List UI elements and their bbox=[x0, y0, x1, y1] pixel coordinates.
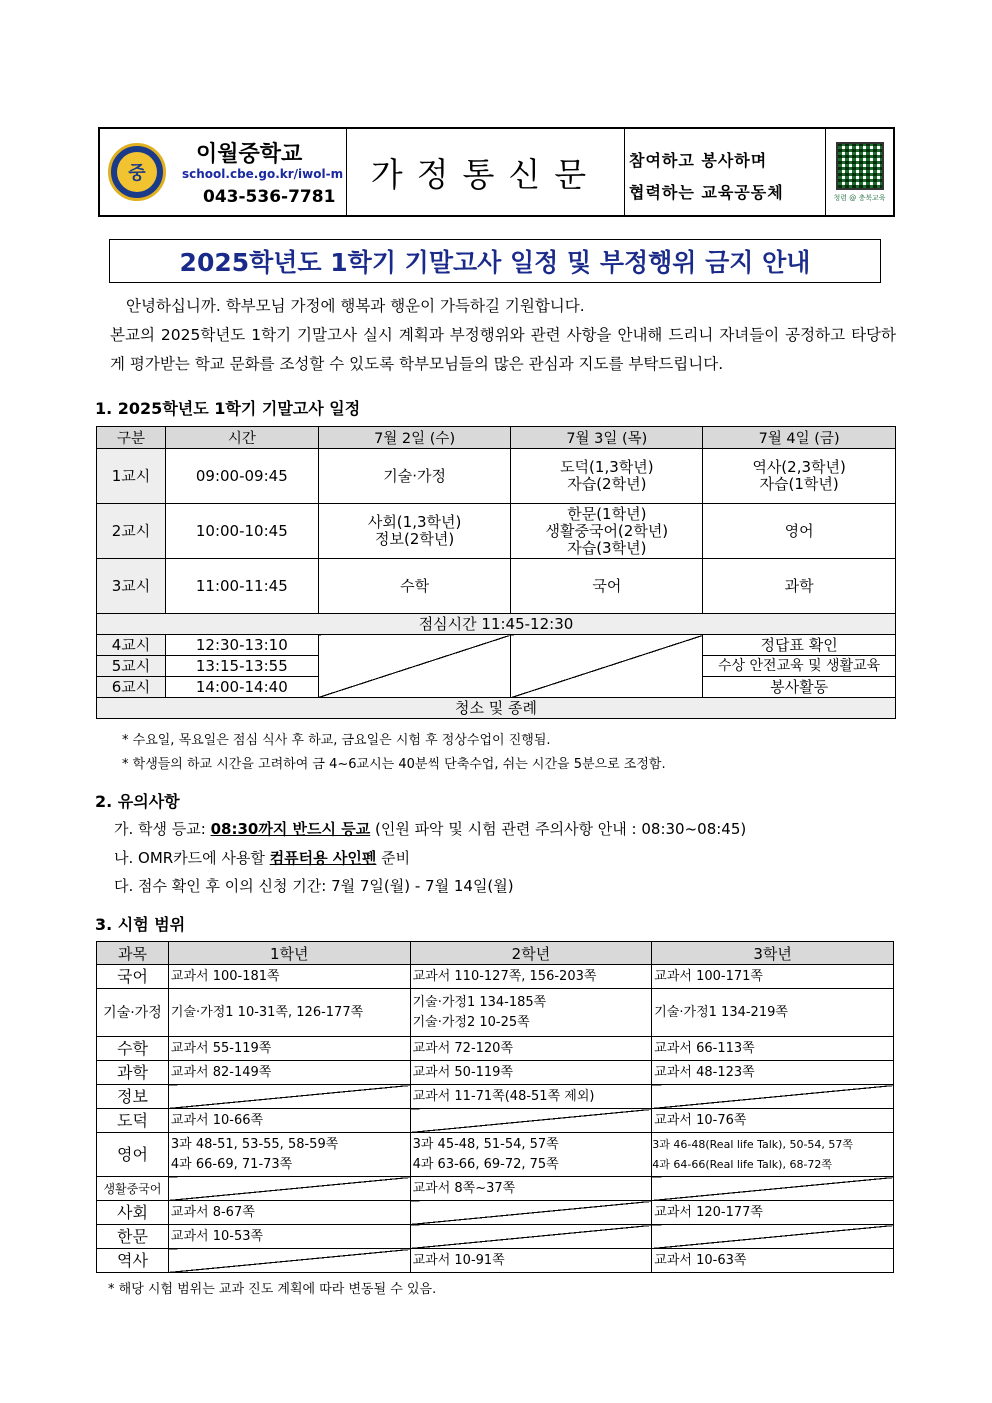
range-row bbox=[97, 1061, 894, 1085]
exam-cell: 국어 bbox=[511, 559, 703, 614]
range-cell bbox=[652, 1133, 894, 1177]
exam-line: 생활중국어(2학년) bbox=[545, 521, 669, 540]
empty-diagonal-cell bbox=[410, 1109, 652, 1133]
range-cell: 교과서 8-67쪽 bbox=[168, 1201, 410, 1225]
time-cell: 14:00-14:40 bbox=[165, 677, 318, 698]
empty-diagonal-cell bbox=[652, 1225, 894, 1249]
col-header: 시간 bbox=[165, 427, 318, 449]
qr-code-icon[interactable] bbox=[836, 142, 884, 190]
lunch-cell: 점심시간 11:45-12:30 bbox=[97, 614, 896, 635]
schedule-header-row bbox=[97, 427, 896, 449]
range-line: 3과 45-48, 51-54, 57쪽 bbox=[412, 1136, 559, 1152]
subject-cell: 정보 bbox=[97, 1085, 169, 1109]
notice-emphasis: 08:30까지 반드시 등교 bbox=[210, 820, 371, 838]
closing-row bbox=[97, 698, 896, 719]
subject-cell: 과학 bbox=[97, 1061, 169, 1085]
notice-item-2 bbox=[114, 847, 410, 868]
subject-cell: 기술·가정 bbox=[97, 989, 169, 1037]
closing-cell: 청소 및 종례 bbox=[97, 698, 896, 719]
notice-item-3: 다. 점수 확인 후 이의 신청 기간: 7월 7일(월) - 7월 14일(월) bbox=[114, 877, 514, 895]
range-line: 3과 48-51, 53-55, 58-59쪽 bbox=[170, 1136, 339, 1152]
exam-line: 사회(1,3학년) bbox=[367, 513, 462, 531]
range-line: 3과 46-48(Real life Talk), 50-54, 57쪽 bbox=[652, 1137, 854, 1151]
empty-diagonal-cell bbox=[410, 1201, 652, 1225]
intro-greeting: 안녕하십니까. 학부모님 가정에 행복과 행운이 가득하길 기원합니다. bbox=[126, 297, 585, 315]
exam-line: 역사(2,3학년) bbox=[752, 458, 846, 476]
range-row bbox=[97, 1037, 894, 1061]
range-cell: 교과서 82-149쪽 bbox=[168, 1061, 410, 1085]
lunch-row bbox=[97, 614, 896, 635]
school-logo bbox=[108, 143, 166, 201]
subject-cell: 역사 bbox=[97, 1249, 169, 1273]
empty-diagonal-cell bbox=[168, 1177, 410, 1201]
empty-diagonal-cell bbox=[652, 1177, 894, 1201]
activity-cell: 정답표 확인 bbox=[703, 635, 896, 656]
range-cell: 교과서 55-119쪽 bbox=[168, 1037, 410, 1061]
logo-char: 중 bbox=[117, 152, 157, 192]
range-cell bbox=[168, 1133, 410, 1177]
school-url[interactable]: school.cbe.go.kr/iwol-m bbox=[182, 167, 344, 181]
schedule-note-2: * 학생들의 하교 시간을 고려하여 금 4~6교시는 40분씩 단축수업, 쉬는 시간을 5분으로 조정함. bbox=[122, 757, 666, 772]
time-cell: 10:00-10:45 bbox=[165, 504, 318, 559]
range-cell: 교과서 50-119쪽 bbox=[410, 1061, 652, 1085]
exam-line: 도덕(1,3학년) bbox=[560, 458, 654, 476]
range-cell: 교과서 10-63쪽 bbox=[652, 1249, 894, 1273]
exam-line: 정보(2학년) bbox=[374, 530, 455, 548]
section2-heading: 2. 유의사항 bbox=[95, 792, 180, 811]
exam-cell bbox=[511, 504, 703, 559]
notice-text: 나. OMR카드에 사용할 bbox=[114, 849, 270, 867]
empty-diagonal-cell bbox=[168, 1085, 410, 1109]
col-header: 1학년 bbox=[168, 942, 410, 965]
activity-cell: 봉사활동 bbox=[703, 677, 896, 698]
exam-cell: 영어 bbox=[703, 504, 896, 559]
range-cell: 교과서 120-177쪽 bbox=[652, 1201, 894, 1225]
exam-schedule-table bbox=[96, 426, 896, 719]
newsletter-title: 가정통신문 bbox=[347, 129, 625, 215]
col-header: 구분 bbox=[97, 427, 166, 449]
exam-range-table bbox=[96, 941, 894, 1273]
range-line: 기술·가정1 134-185쪽 bbox=[412, 994, 547, 1010]
range-cell: 교과서 48-123쪽 bbox=[652, 1061, 894, 1085]
newsletter-header bbox=[98, 127, 895, 217]
time-cell: 11:00-11:45 bbox=[165, 559, 318, 614]
range-cell bbox=[410, 989, 652, 1037]
time-cell: 13:15-13:55 bbox=[165, 656, 318, 677]
period-cell: 3교시 bbox=[97, 559, 166, 614]
school-info bbox=[100, 129, 347, 215]
exam-cell bbox=[318, 504, 511, 559]
school-motto bbox=[625, 129, 826, 215]
schedule-row bbox=[97, 504, 896, 559]
intro-body: 본교의 2025학년도 1학기 기말고사 실시 계획과 부정행위와 관련 사항을 안내해 드리니 자녀들이 공정하고 타당하게 평가받는 학교 문화를 조성할 수 있도록 학부모님들의 많은 관심과 지도를 부탁드립니다. bbox=[110, 326, 896, 373]
col-header: 2학년 bbox=[410, 942, 652, 965]
col-header: 과목 bbox=[97, 942, 169, 965]
col-header: 7월 4일 (금) bbox=[703, 427, 896, 449]
range-cell: 교과서 100-171쪽 bbox=[652, 965, 894, 989]
subject-cell: 국어 bbox=[97, 965, 169, 989]
motto-line-1: 참여하고 봉사하며 bbox=[629, 151, 768, 170]
empty-diagonal-cell bbox=[511, 635, 703, 698]
exam-cell: 과학 bbox=[703, 559, 896, 614]
range-row bbox=[97, 1109, 894, 1133]
notice-emphasis: 컴퓨터용 사인펜 bbox=[269, 849, 377, 867]
period-cell: 4교시 bbox=[97, 635, 166, 656]
range-row bbox=[97, 1177, 894, 1201]
range-cell: 교과서 10-76쪽 bbox=[652, 1109, 894, 1133]
empty-diagonal-cell bbox=[318, 635, 511, 698]
notice-text: 가. 학생 등교: bbox=[114, 820, 211, 838]
subject-cell: 수학 bbox=[97, 1037, 169, 1061]
section1-heading: 1. 2025학년도 1학기 기말고사 일정 bbox=[95, 399, 361, 418]
empty-diagonal-cell bbox=[652, 1085, 894, 1109]
qr-block bbox=[826, 129, 893, 215]
range-cell bbox=[410, 1133, 652, 1177]
col-header: 7월 3일 (목) bbox=[511, 427, 703, 449]
exam-cell: 수학 bbox=[318, 559, 511, 614]
exam-line: 자습(3학년) bbox=[567, 538, 647, 557]
empty-diagonal-cell bbox=[410, 1225, 652, 1249]
schedule-row bbox=[97, 559, 896, 614]
period-cell: 2교시 bbox=[97, 504, 166, 559]
exam-cell bbox=[511, 449, 703, 504]
range-row bbox=[97, 1249, 894, 1273]
col-header: 7월 2일 (수) bbox=[318, 427, 511, 449]
range-cell: 교과서 10-53쪽 bbox=[168, 1225, 410, 1249]
range-header-row bbox=[97, 942, 894, 965]
range-cell: 교과서 10-91쪽 bbox=[410, 1249, 652, 1273]
time-cell: 12:30-13:10 bbox=[165, 635, 318, 656]
period-cell: 5교시 bbox=[97, 656, 166, 677]
notice-text: (인원 파악 및 시험 관련 주의사항 안내 : 08:30~08:45) bbox=[370, 820, 747, 838]
col-header: 3학년 bbox=[652, 942, 894, 965]
range-line: 4과 64-66(Real life Talk), 68-72쪽 bbox=[652, 1157, 833, 1171]
notice-item-1 bbox=[114, 818, 746, 839]
school-name: 이월중학교 bbox=[196, 142, 303, 167]
range-cell: 기술·가정1 10-31쪽, 126-177쪽 bbox=[168, 989, 410, 1037]
exam-cell: 기술·가정 bbox=[318, 449, 511, 504]
range-row bbox=[97, 1225, 894, 1249]
range-cell: 교과서 100-181쪽 bbox=[168, 965, 410, 989]
range-cell: 기술·가정1 134-219쪽 bbox=[652, 989, 894, 1037]
schedule-row bbox=[97, 449, 896, 504]
subject-cell: 한문 bbox=[97, 1225, 169, 1249]
range-cell: 교과서 8쪽~37쪽 bbox=[410, 1177, 652, 1201]
range-cell: 교과서 11-71쪽(48-51쪽 제외) bbox=[410, 1085, 652, 1109]
range-note: * 해당 시험 범위는 교과 진도 계획에 따라 변동될 수 있음. bbox=[108, 1282, 437, 1297]
range-row bbox=[97, 965, 894, 989]
qr-caption: 청렴 @ 충북교육 bbox=[833, 193, 886, 202]
schedule-note-1: * 수요일, 목요일은 점심 식사 후 하교, 금요일은 시험 후 정상수업이 진행됨. bbox=[122, 733, 551, 748]
subject-cell: 사회 bbox=[97, 1201, 169, 1225]
motto-line-2: 협력하는 교육공동체 bbox=[629, 183, 784, 202]
activity-cell: 수상 안전교육 및 생활교육 bbox=[703, 656, 896, 677]
exam-line: 자습(2학년) bbox=[567, 475, 647, 493]
page-title: 2025학년도 1학기 기말고사 일정 및 부정행위 금지 안내 bbox=[109, 239, 881, 283]
range-cell: 교과서 72-120쪽 bbox=[410, 1037, 652, 1061]
empty-diagonal-cell bbox=[168, 1249, 410, 1273]
range-line: 기술·가정2 10-25쪽 bbox=[412, 1014, 530, 1030]
range-cell: 교과서 110-127쪽, 156-203쪽 bbox=[410, 965, 652, 989]
range-cell: 교과서 10-66쪽 bbox=[168, 1109, 410, 1133]
exam-cell bbox=[703, 449, 896, 504]
period-cell: 6교시 bbox=[97, 677, 166, 698]
range-cell: 교과서 66-113쪽 bbox=[652, 1037, 894, 1061]
notice-text: 준비 bbox=[376, 849, 411, 867]
range-row bbox=[97, 1085, 894, 1109]
school-phone: 043-536-7781 bbox=[203, 187, 336, 207]
period-cell: 1교시 bbox=[97, 449, 166, 504]
subject-cell: 영어 bbox=[97, 1133, 169, 1177]
time-cell: 09:00-09:45 bbox=[165, 449, 318, 504]
section3-heading: 3. 시험 범위 bbox=[95, 915, 186, 934]
range-row bbox=[97, 1201, 894, 1225]
subject-cell: 생활중국어 bbox=[97, 1177, 169, 1201]
subject-cell: 도덕 bbox=[97, 1109, 169, 1133]
schedule-row bbox=[97, 635, 896, 656]
range-row bbox=[97, 989, 894, 1037]
range-row bbox=[97, 1133, 894, 1177]
range-line: 4과 66-69, 71-73쪽 bbox=[170, 1156, 293, 1172]
exam-line: 자습(1학년) bbox=[759, 475, 839, 493]
exam-line: 한문(1학년) bbox=[567, 504, 647, 523]
range-line: 4과 63-66, 69-72, 75쪽 bbox=[412, 1156, 559, 1172]
